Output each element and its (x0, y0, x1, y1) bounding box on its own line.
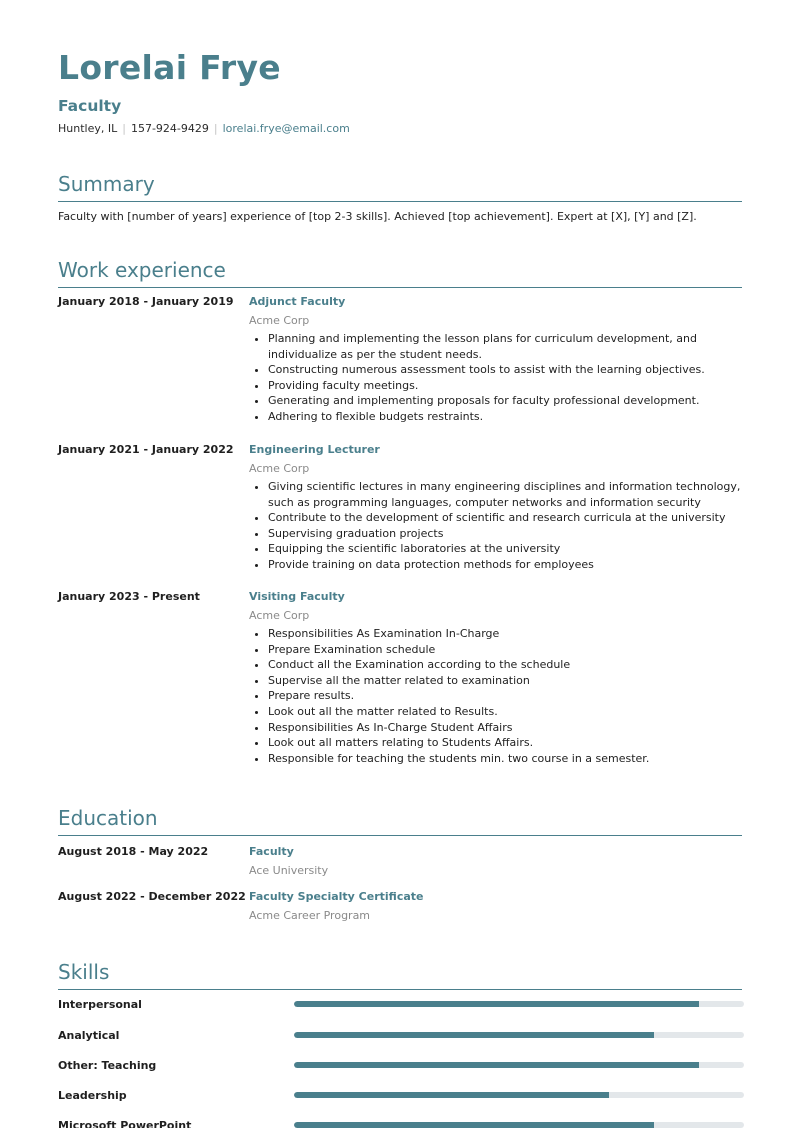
bullet-item: • Providing faculty meetings. (268, 378, 744, 394)
skill-level-bar (294, 1001, 744, 1007)
section-divider (58, 835, 742, 836)
skill-level-fill (294, 1122, 654, 1128)
section-divider (58, 989, 742, 990)
work-entry-org: Acme Corp (249, 462, 310, 475)
skill-label: Leadership (58, 1089, 127, 1102)
work-entry-dates: January 2023 - Present (58, 590, 200, 603)
education-entry (249, 889, 744, 924)
education-entry-dates: August 2022 - December 2022 (58, 890, 246, 903)
bullet-item: • Look out all the matter related to Results. (268, 704, 744, 720)
skill-level-bar (294, 1122, 744, 1128)
skill-label: Other: Teaching (58, 1059, 157, 1072)
work-entry-bullets (249, 331, 744, 425)
skill-label: Analytical (58, 1029, 120, 1042)
skill-level-bar (294, 1092, 744, 1098)
bullet-item: • Giving scientific lectures in many engineering disciplines and information technology, such as programming languages, computer networks and information security (268, 479, 744, 510)
work-entry-title: Visiting Faculty (249, 590, 345, 603)
bullet-item: • Look out all matters relating to Students Affairs. (268, 735, 744, 751)
bullet-item: • Responsibilities As Examination In-Charge (268, 626, 744, 642)
bullet-item: • Responsibilities As In-Charge Student Affairs (268, 720, 744, 736)
contact-line (58, 122, 350, 135)
skill-level-fill (294, 1092, 609, 1098)
education-entry-title: Faculty Specialty Certificate (249, 890, 424, 903)
bullet-item: • Contribute to the development of scientific and research curricula at the university (268, 510, 744, 526)
education-entry-title: Faculty (249, 845, 294, 858)
work-entry-bullets (249, 479, 744, 573)
section-title-summary: Summary (58, 172, 155, 196)
section-title-work-experience: Work experience (58, 258, 226, 282)
candidate-role: Faculty (58, 97, 122, 115)
bullet-item: • Planning and implementing the lesson plans for curriculum development, and individualize as per the student needs. (268, 331, 744, 362)
bullet-item: • Prepare Examination schedule (268, 642, 744, 658)
work-entry-bullets (249, 626, 744, 766)
section-divider (58, 287, 742, 288)
bullet-item: • Supervising graduation projects (268, 526, 744, 542)
work-entry-title: Adjunct Faculty (249, 295, 346, 308)
bullet-item: • Adhering to flexible budgets restraints. (268, 409, 744, 425)
work-entry-title: Engineering Lecturer (249, 443, 380, 456)
skill-level-bar (294, 1062, 744, 1068)
skill-level-bar (294, 1032, 744, 1038)
bullet-item: • Prepare results. (268, 688, 744, 704)
skill-level-fill (294, 1062, 699, 1068)
education-entry-org: Ace University (249, 864, 329, 877)
skill-label: Interpersonal (58, 998, 142, 1011)
section-title-skills: Skills (58, 960, 110, 984)
work-entry-org: Acme Corp (249, 609, 310, 622)
skill-level-fill (294, 1032, 654, 1038)
bullet-item: • Constructing numerous assessment tools to assist with the learning objectives. (268, 362, 744, 378)
contact-phone: 157-924-9429 (130, 122, 209, 135)
work-entry (249, 442, 744, 573)
education-entry-org: Acme Career Program (249, 909, 371, 922)
work-entry (249, 294, 744, 425)
bullet-item: • Provide training on data protection methods for employees (268, 557, 744, 573)
summary-text: Faculty with [number of years] experience of [top 2-3 skills]. Achieved [top achievement]. Expert at [X], [Y] and [Z]. (58, 210, 697, 223)
work-entry-dates: January 2018 - January 2019 (58, 295, 234, 308)
bullet-item: • Supervise all the matter related to examination (268, 673, 744, 689)
section-divider (58, 201, 742, 202)
education-entry (249, 844, 744, 879)
bullet-item: • Equipping the scientific laboratories at the university (268, 541, 744, 557)
section-title-education: Education (58, 806, 158, 830)
work-entry-org: Acme Corp (249, 314, 310, 327)
bullet-item: • Conduct all the Examination according to the schedule (268, 657, 744, 673)
contact-separator: | (213, 122, 218, 135)
skill-level-fill (294, 1001, 699, 1007)
bullet-item: • Responsible for teaching the students min. two course in a semester. (268, 751, 744, 767)
skill-label: Microsoft PowerPoint (58, 1119, 192, 1128)
candidate-name: Lorelai Frye (58, 48, 281, 87)
bullet-item: • Generating and implementing proposals for faculty professional development. (268, 393, 744, 409)
work-entry-dates: January 2021 - January 2022 (58, 443, 234, 456)
contact-email-link[interactable]: lorelai.frye@email.com (222, 122, 350, 135)
contact-separator: | (122, 122, 126, 135)
work-entry (249, 589, 744, 766)
education-entry-dates: August 2018 - May 2022 (58, 845, 209, 858)
contact-location: Huntley, IL (58, 122, 118, 135)
